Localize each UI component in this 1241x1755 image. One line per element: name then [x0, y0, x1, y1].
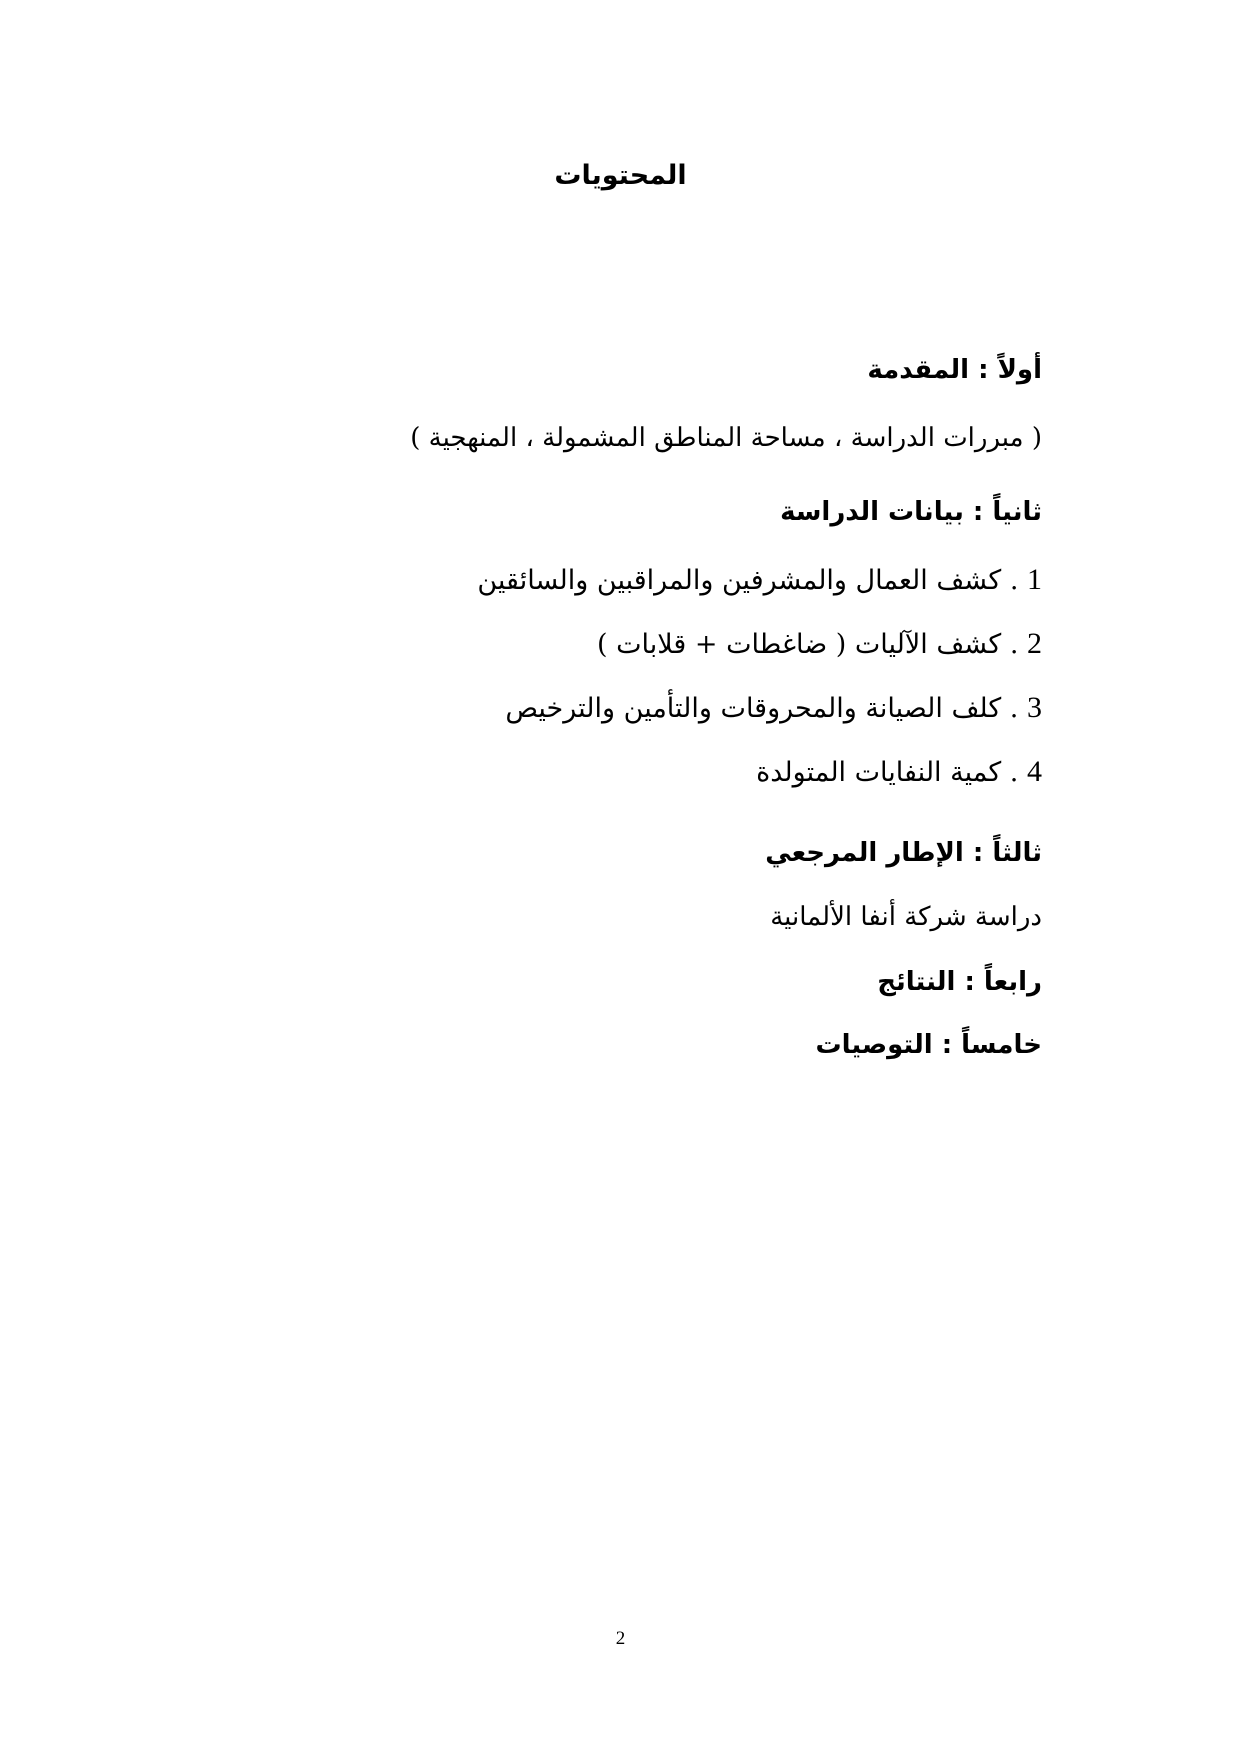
page-title: المحتويات — [554, 160, 687, 191]
section-heading-recommendations: خامساً : التوصيات — [815, 1030, 1042, 1060]
list-item-number: 3 — [1027, 691, 1042, 724]
list-item — [505, 691, 1042, 725]
list-item-text: . كمية النفايات المتولدة — [756, 757, 1019, 788]
list-item-text: . كشف الآليات ( ضاغطات + قلابات ) — [597, 629, 1019, 660]
list-item-text: . كشف العمال والمشرفين والمراقبين والسائقين — [477, 565, 1019, 596]
list-item-number: 4 — [1027, 755, 1042, 788]
section-heading-introduction: أولاً : المقدمة — [867, 355, 1042, 385]
section-heading-study-data: ثانياً : بيانات الدراسة — [780, 497, 1042, 527]
section-description-introduction: ( مبررات الدراسة ، مساحة المناطق المشمولة ، المنهجية ) — [410, 423, 1042, 453]
section-heading-results: رابعاً : النتائج — [877, 967, 1042, 997]
section-heading-reference-framework: ثالثاً : الإطار المرجعي — [765, 838, 1042, 868]
list-item-text: . كلف الصيانة والمحروقات والتأمين والترخيص — [505, 693, 1019, 724]
list-item — [597, 627, 1042, 661]
list-item — [756, 755, 1042, 789]
list-item-number: 2 — [1027, 627, 1042, 660]
list-item — [477, 563, 1042, 597]
section-description-reference-framework: دراسة شركة أنفا الألمانية — [770, 902, 1042, 932]
list-item-number: 1 — [1027, 563, 1042, 596]
page-number: 2 — [615, 1628, 626, 1649]
